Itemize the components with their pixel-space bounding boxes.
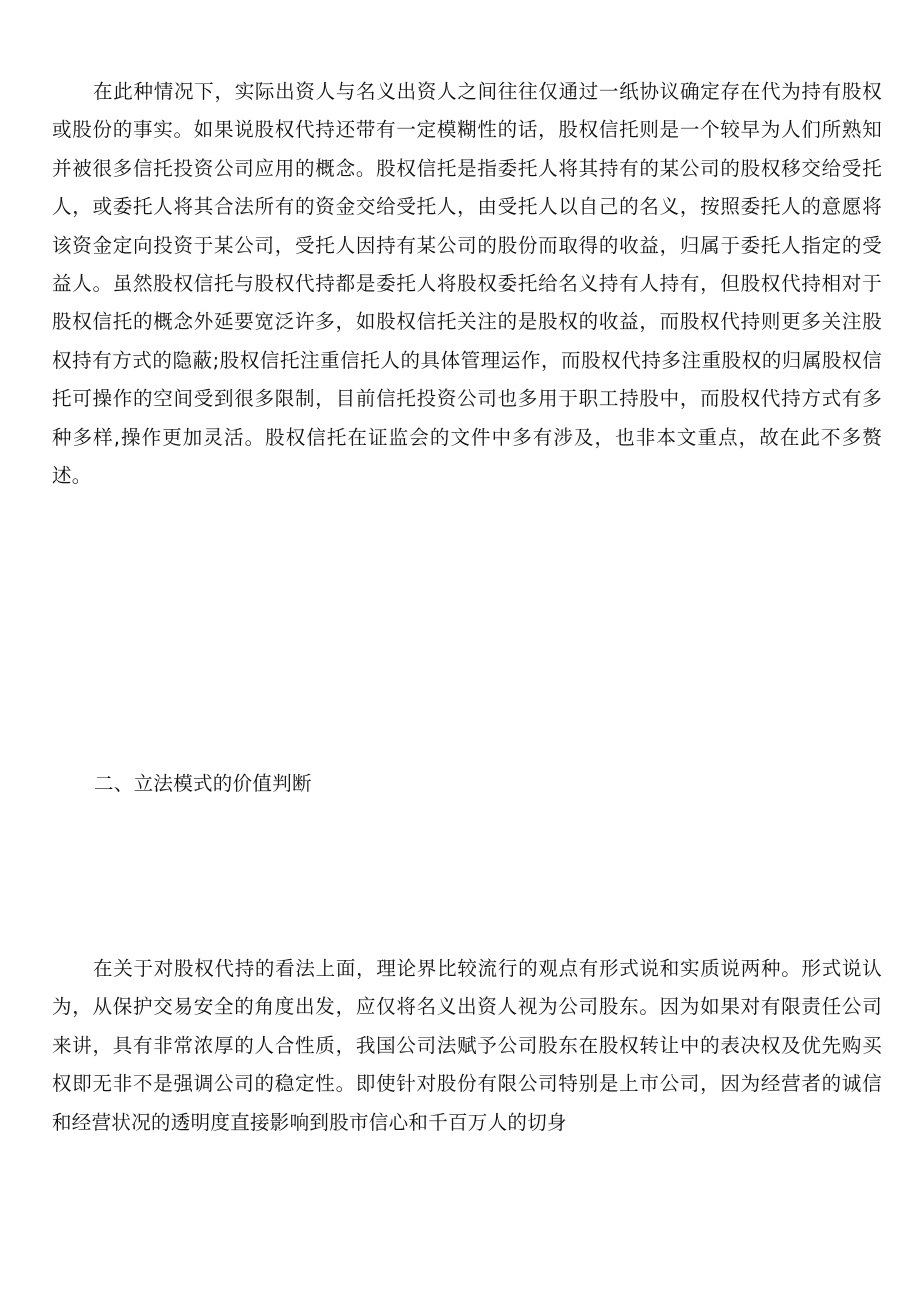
section-heading: 二、立法模式的价值判断 (94, 772, 312, 795)
body-paragraph: 在此种情况下，实际出资人与名义出资人之间往往仅通过一纸协议确定存在代为持有股权或股份的事实。如果说股权代持还带有一定模糊性的话，股权信托则是一个较早为人们所熟知并被很多信托投资公司应用的概念。股权信托是指委托人将其持有的某公司的股权移交给受托人，或委托人将其合法所有的资金交给受托人，由受托人以自己的名义，按照委托人的意愿将该资金定向投资于某公司，受托人因持有某公司的股份而取得的收益，归属于委托人指定的受益人。虽然股权信托与股权代持都是委托人将股权委托给名义持有人持有，但股权代持相对于股权信托的概念外延要宽泛许多，如股权信托关注的是股权的收益，而股权代持则更多关注股权持有方式的隐蔽;股权信托注重信托人的具体管理运作，而股权代持多注重股权的归属股权信托可操作的空间受到很多限制，目前信托投资公司也多用于职工持股中，而股权代持方式有多种多样,操作更加灵活。股权信托在证监会的文件中多有涉及，也非本文重点，故在此不多赘述。 (52, 80, 882, 488)
body-paragraph: 在关于对股权代持的看法上面，理论界比较流行的观点有形式说和实质说两种。形式说认为，从保护交易安全的角度出发，应仅将名义出资人视为公司股东。因为如果对有限责任公司来讲，具有非常浓厚的人合性质，我国公司法赋予公司股东在股权转让中的表决权及优先购买权即无非不是强调公司的稳定性。即使针对股份有限公司特别是上市公司，因为经营者的诚信和经营状况的透明度直接影响到股市信心和千百万人的切身 (52, 957, 882, 1134)
